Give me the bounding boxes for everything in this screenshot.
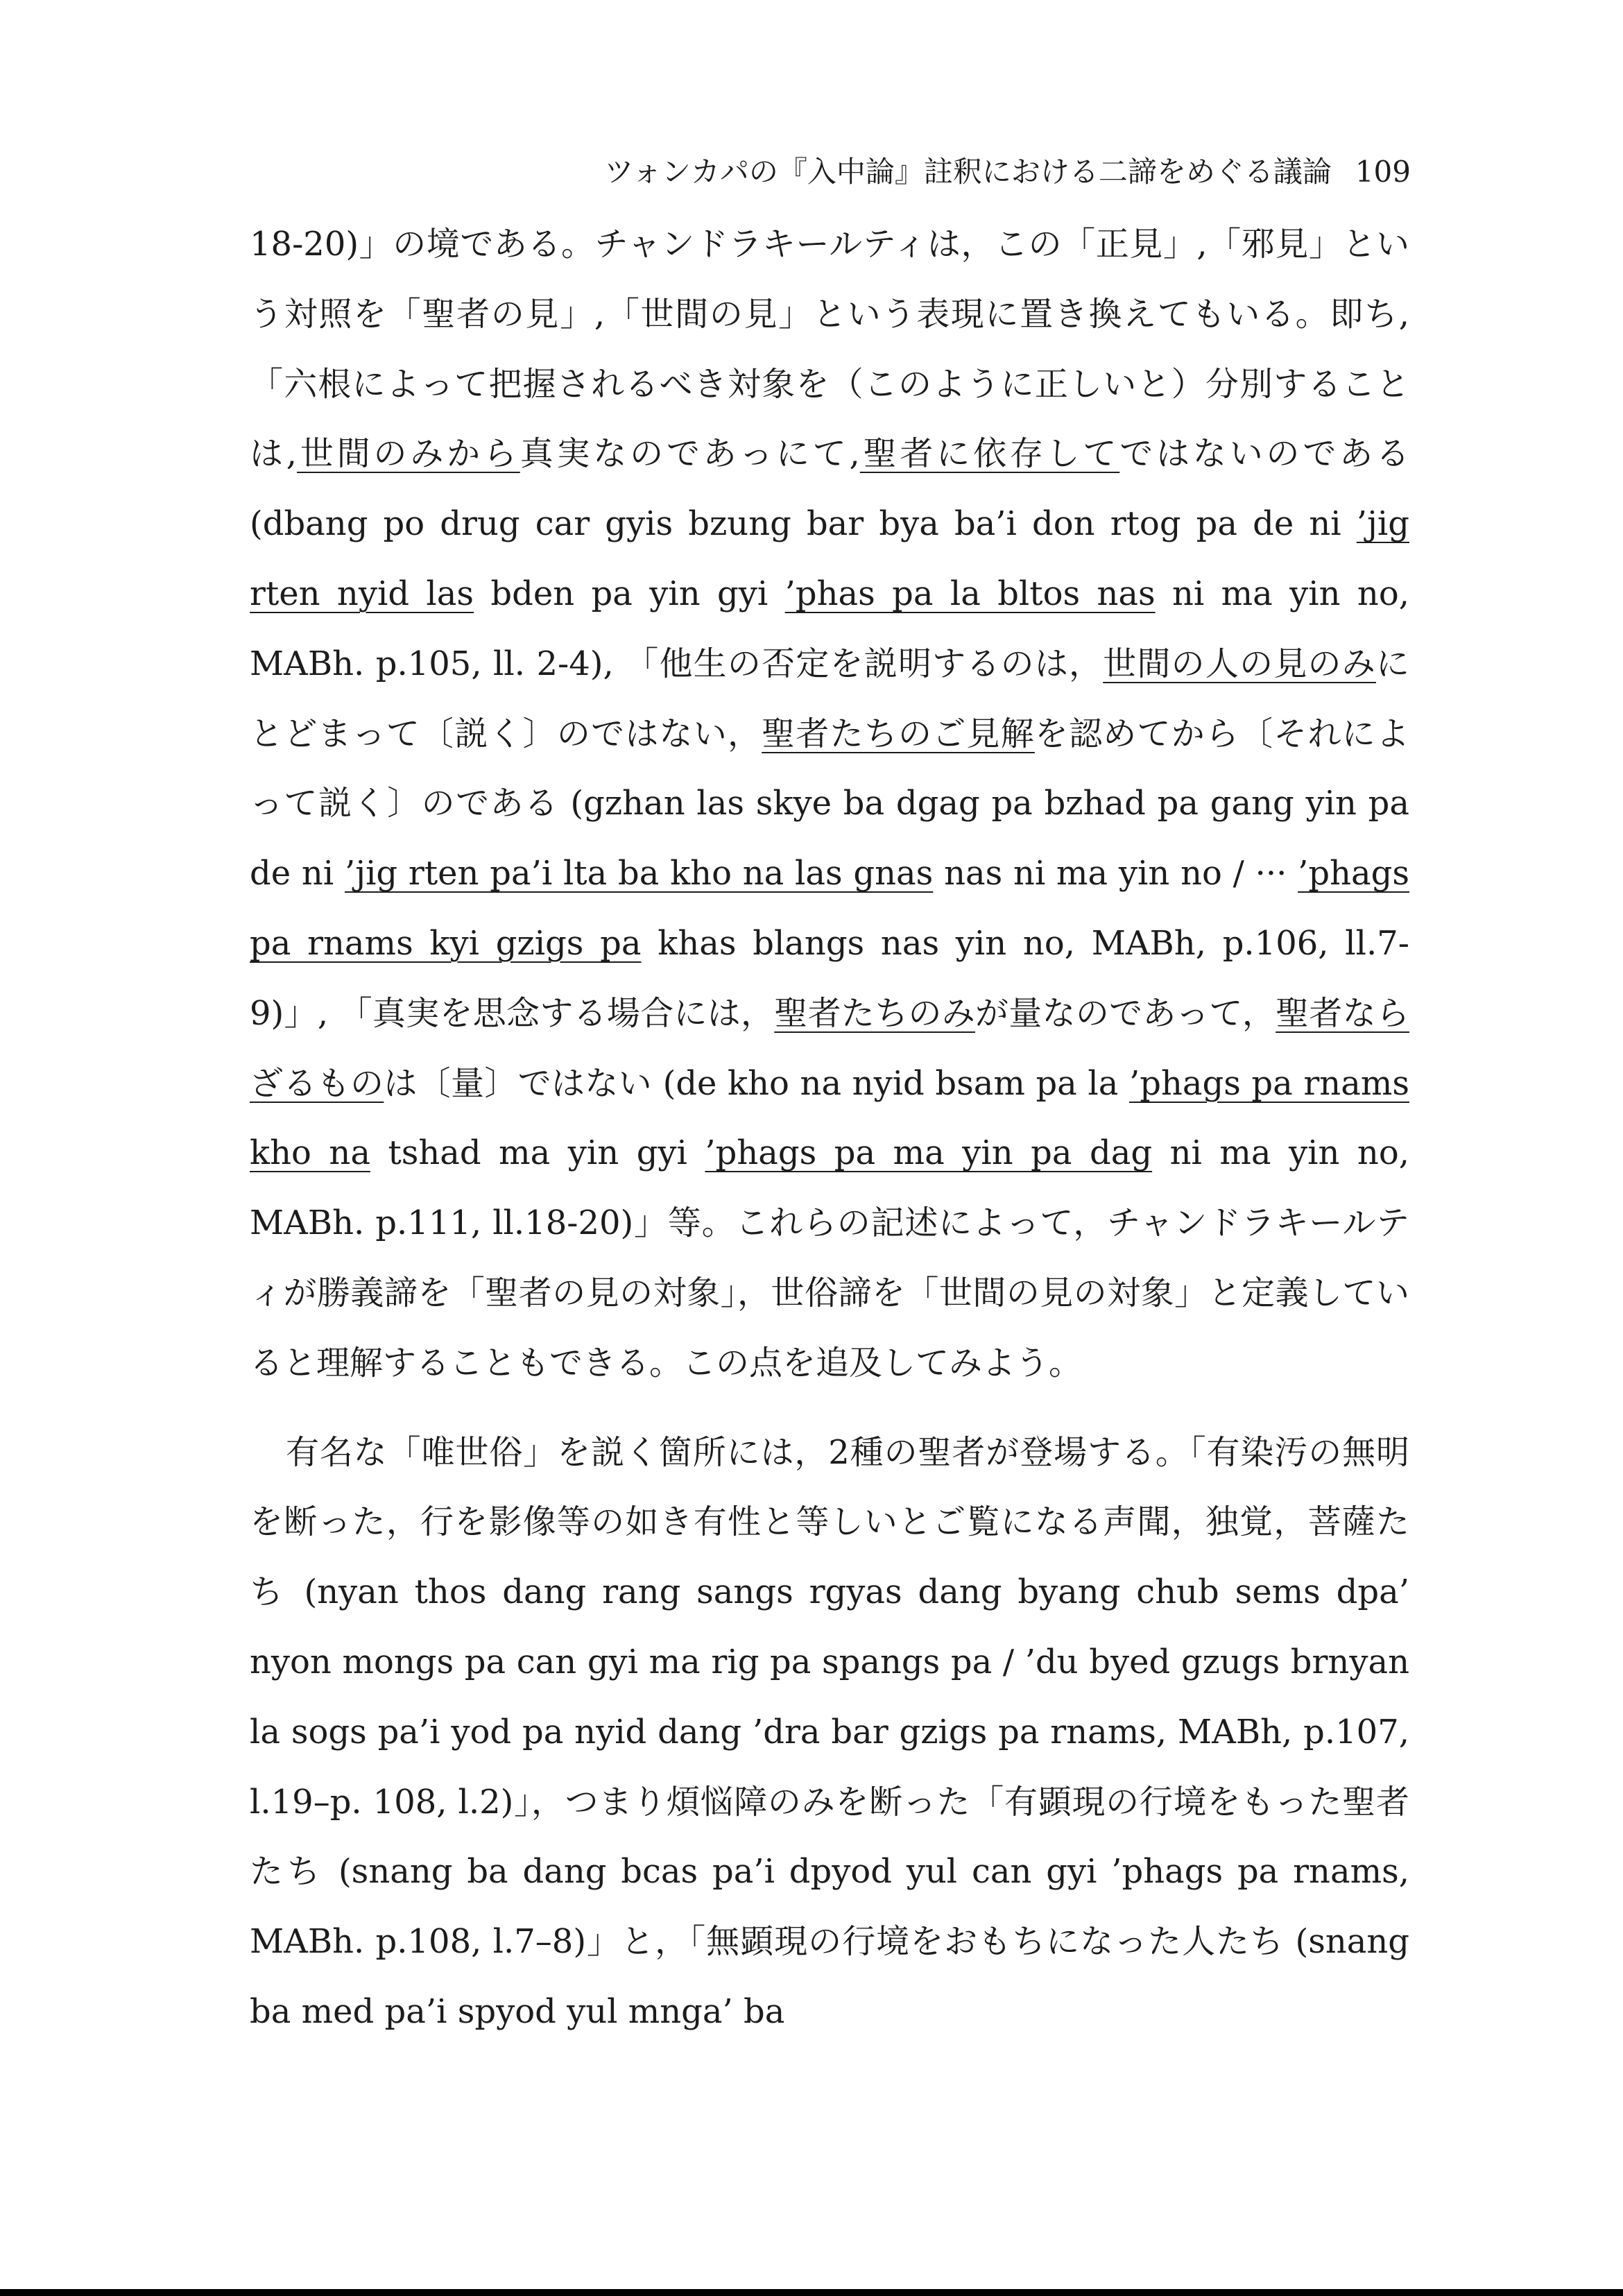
text-run: は〔量〕ではない (de kho na nyid bsam pa la	[384, 1063, 1129, 1103]
paragraph-2: 有名な「唯世俗」を説く箇所には，2種の聖者が登場する。「有染汚の無明を断った，行を影像等の如き有性と等しいとご覧になる声聞，独覚，菩薩たち (nyan thos dang rang sangs rgyas dang byang chub sems dpa’ nyon mongs pa can gyi ma rig pa spangs pa / ’du byed gzugs brnyan la sogs pa’i yod pa nyid dang ’dra bar gzigs pa rnams, MABh, p.107, l.19–p. 108, l.2)」，つまり煩悩障のみを断った「有顕現の行境をもった聖者たち (snang ba dang bcas pa’i dpyod yul can gyi ’phags pa rnams, MABh. p.108, l.7–8)」と，「無顕現の行境をおもちになった人たち (snang ba med pa’i spyod yul mnga’ ba	[250, 1432, 1409, 2031]
text-run: 真実なのであっにて,	[519, 434, 860, 474]
text-run: tshad ma yin gyi	[370, 1133, 705, 1173]
underlined-phrase: 世間のみから	[297, 434, 520, 474]
body-text	[250, 209, 1409, 2047]
text-run: にとどまって〔説く〕のではない，	[250, 644, 1409, 753]
underlined-phrase: 世間の人の見のみ	[1103, 644, 1376, 683]
underlined-phrase: ’phags pa rnams kho na	[250, 1063, 1409, 1173]
text-run: ではないのである (dbang po drug car gyis bzung bar bya ba’i don rtog pa de ni	[250, 434, 1409, 544]
underlined-phrase: 聖者ならざるもの	[250, 993, 1409, 1103]
underlined-phrase: ’phas pa la bltos nas	[784, 574, 1156, 613]
underlined-phrase: ’jig rten nyid las	[250, 504, 1409, 613]
running-header	[250, 151, 1411, 193]
text-run: が量なのであって，	[975, 993, 1276, 1033]
text-run: ni ma yin no, MABh. p.105, ll. 2-4), 「他生の否定を説明するのは，	[250, 574, 1409, 683]
scan-edge-bar	[0, 2289, 1623, 2296]
paragraph-1	[250, 209, 1409, 1398]
text-run: を認めてから〔それによって説く〕のである (gzhan las skye ba dgag pa bzhad pa gang yin pa de ni	[250, 714, 1409, 893]
running-title: ツォンカパの『入中論』註釈における二諦をめぐる議論	[604, 155, 1332, 189]
underlined-phrase: ’phags pa rnams kyi gzigs pa	[250, 854, 1410, 963]
underlined-phrase: 聖者たちのご見解	[762, 714, 1035, 753]
text-run: 18-20)」の境である。チャンドラキールティは，この「正見」,「邪見」という対照を「聖者の見」,「世間の見」という表現に置き換えてもいる。即ち,「六根によって把握されるべき対象を（このように正しいと）分別することは,	[250, 225, 1409, 474]
underlined-phrase: ’jig rten pa’i lta ba kho na las gnas	[344, 854, 934, 893]
text-run: bden pa yin gyi	[474, 574, 785, 613]
text-run: khas blangs nas yin no, MABh, p.106, ll.7-9)」, 「真実を思念する場合には，	[250, 923, 1410, 1033]
text-run: nas ni ma yin no / ···	[933, 854, 1298, 893]
underlined-phrase: 聖者たちのみ	[774, 993, 976, 1033]
underlined-phrase: 聖者に依存して	[859, 434, 1120, 474]
underlined-phrase: ’phags pa ma yin pa dag	[705, 1133, 1153, 1173]
text-run: ni ma yin no, MABh. p.111, ll.18-20)」等。これらの記述によって，チャンドラキールティが勝義諦を「聖者の見の対象」，世俗諦を「世間の見の対象」と定義していると理解することもできる。この点を追及してみよう。	[250, 1133, 1410, 1382]
page-number: 109	[1355, 155, 1411, 189]
